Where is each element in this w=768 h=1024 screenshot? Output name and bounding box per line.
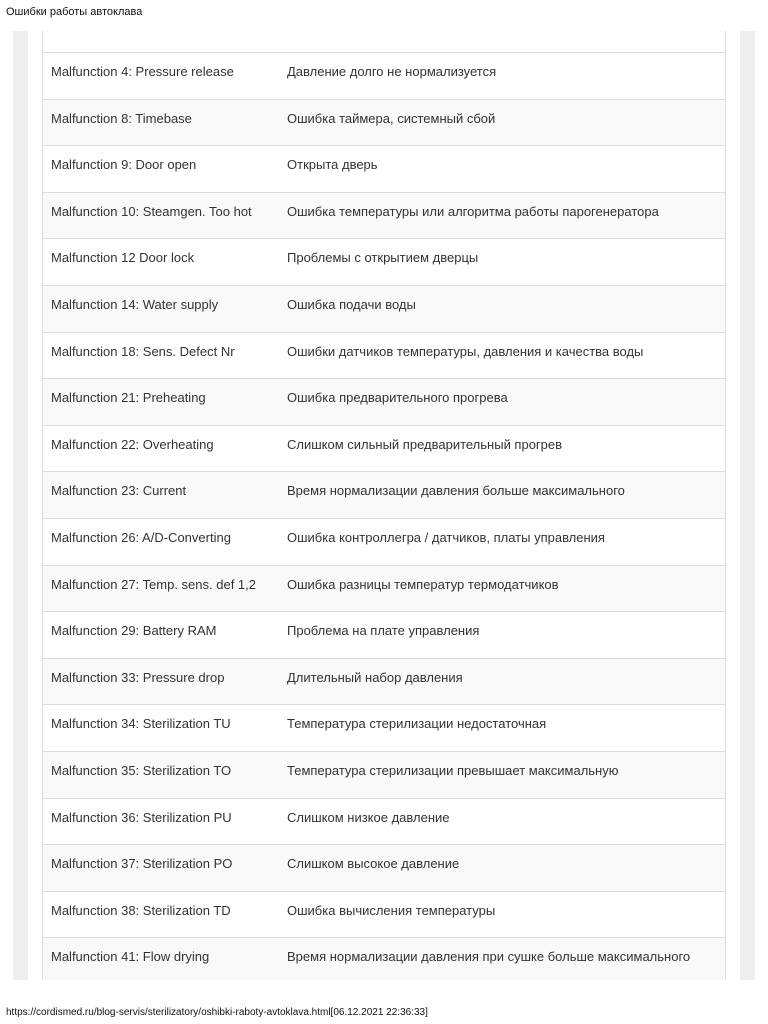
table-row [42, 938, 726, 980]
right-frame-bar [740, 31, 755, 980]
malfunction-code-cell: Malfunction 29: Battery RAM [51, 623, 217, 639]
malfunction-description-cell: Слишком высокое давление [287, 856, 460, 872]
table-row [42, 519, 726, 566]
malfunction-code-cell: Malfunction 38: Sterilization TD [51, 902, 231, 918]
malfunction-description-cell: Открыта дверь [287, 157, 378, 173]
table-row [42, 752, 726, 799]
table-row [42, 379, 726, 426]
malfunction-code-cell: Malfunction 34: Sterilization TU [51, 716, 231, 732]
table-row [42, 100, 726, 147]
malfunction-code-cell: Malfunction 23: Current [51, 483, 187, 499]
malfunction-description-cell: Длительный набор давления [287, 669, 463, 685]
table-row [42, 53, 726, 100]
malfunction-code-cell: Malfunction 35: Sterilization TO [51, 762, 232, 778]
table-row [42, 426, 726, 473]
malfunction-description-cell: Ошибки датчиков температуры, давления и качества воды [287, 343, 644, 359]
malfunction-code-cell: Malfunction 12 Door lock [51, 250, 195, 266]
page-url-footer: https://cordismed.ru/blog-servis/sterilizatory/oshibki-raboty-avtoklava.html[06.12.2021 22:36:33] [6, 1007, 428, 1018]
table-body [42, 53, 726, 980]
malfunction-description-cell: Ошибка предварительного прогрева [287, 390, 508, 406]
table-row [42, 705, 726, 752]
table-row [42, 193, 726, 240]
table-row [42, 146, 726, 193]
table-row [42, 892, 726, 939]
malfunction-code-cell: Malfunction 22: Overheating [51, 436, 214, 452]
malfunction-description-cell: Ошибка подачи воды [287, 296, 416, 312]
table-row [42, 799, 726, 846]
malfunction-description-cell: Слишком сильный предварительный прогрев [287, 436, 563, 452]
table-row [42, 472, 726, 519]
table-row [42, 612, 726, 659]
malfunction-code-cell: Malfunction 9: Door open [51, 157, 197, 173]
malfunction-code-cell: Malfunction 8: Timebase [51, 110, 192, 126]
malfunction-description-cell: Проблемы с открытием дверцы [287, 250, 479, 266]
malfunction-table [42, 31, 726, 980]
malfunction-description-cell: Ошибка таймера, системный сбой [287, 110, 496, 126]
page-title: Ошибки работы автоклава [6, 6, 143, 18]
table-row [42, 239, 726, 286]
table-row [42, 566, 726, 613]
malfunction-code-cell: Malfunction 21: Preheating [51, 390, 206, 406]
malfunction-description-cell: Проблема на плате управления [287, 623, 480, 639]
malfunction-code-cell: Malfunction 14: Water supply [51, 296, 219, 312]
left-frame-bar [13, 31, 28, 980]
table-row [42, 333, 726, 380]
malfunction-description-cell: Слишком низкое давление [287, 809, 450, 825]
malfunction-code-cell: Malfunction 4: Pressure release [51, 64, 234, 79]
malfunction-description-cell: Ошибка контроллегра / датчиков, платы управления [287, 529, 605, 545]
malfunction-description-cell: Температура стерилизации недостаточная [287, 716, 547, 732]
malfunction-description-cell: Ошибка вычисления температуры [287, 902, 496, 918]
malfunction-description-cell: Ошибка разницы температур термодатчиков [287, 576, 559, 592]
malfunction-code-cell: Malfunction 33: Pressure drop [51, 669, 225, 685]
malfunction-description-cell: Время нормализации давления при сушке больше максимального [287, 949, 691, 965]
malfunction-code-cell: Malfunction 27: Temp. sens. def 1,2 [51, 576, 256, 592]
table-row [42, 286, 726, 333]
malfunction-description-cell: Давление долго не нормализуется [287, 64, 497, 79]
malfunction-code-cell: Malfunction 36: Sterilization PU [51, 809, 232, 825]
malfunction-code-cell: Malfunction 10: Steamgen. Too hot [51, 203, 252, 219]
malfunction-code-cell: Malfunction 26: A/D-Converting [51, 529, 231, 545]
table-previous-row-remnant [42, 31, 726, 53]
malfunction-code-cell: Malfunction 18: Sens. Defect Nr [51, 343, 235, 359]
malfunction-description-cell: Время нормализации давления больше максимального [287, 483, 625, 499]
table-row [42, 659, 726, 706]
malfunction-description-cell: Температура стерилизации превышает максимальную [287, 762, 619, 778]
table-row [42, 845, 726, 892]
malfunction-code-cell: Malfunction 41: Flow drying [51, 949, 210, 965]
malfunction-description-cell: Ошибка температуры или алгоритма работы парогенератора [287, 203, 659, 219]
malfunction-code-cell: Malfunction 37: Sterilization PO [51, 856, 233, 872]
